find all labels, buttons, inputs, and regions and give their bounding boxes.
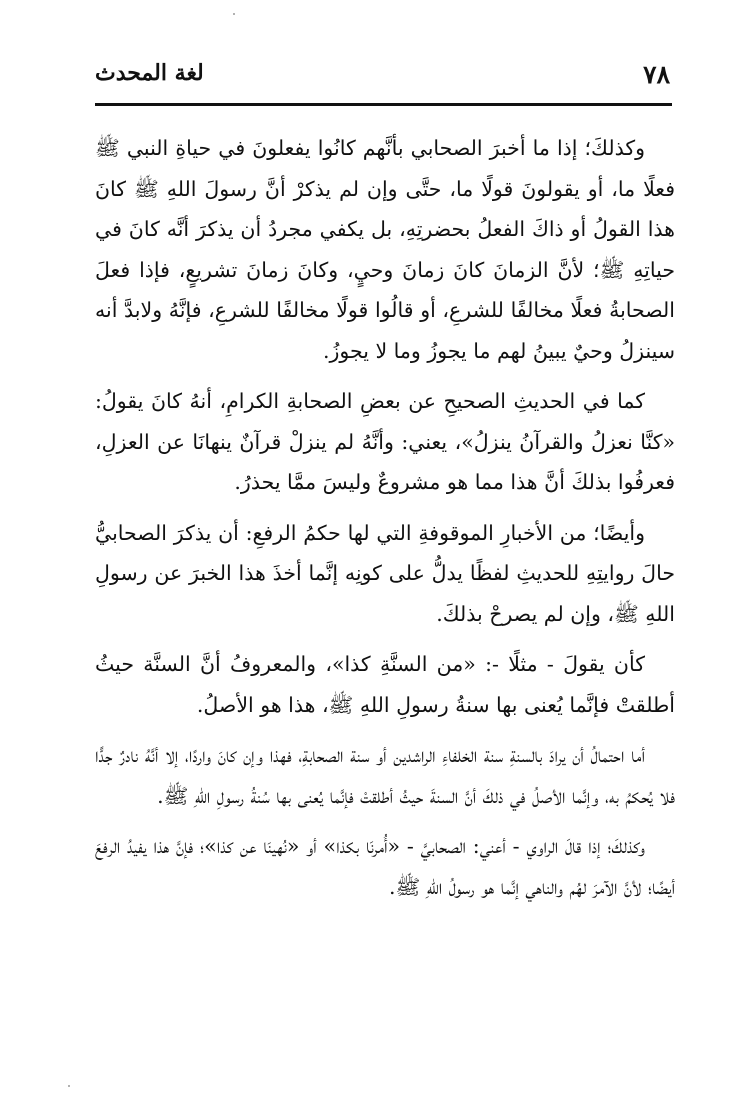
paragraph-5: أما احتمالُ أن يرادَ بالسنةِ سنة الخلفاءِ الراشدين أو سنة الصحابةِ، فهذا وإن كانَ واردًا، إلا أنَّهُ نادرٌ جدًّا فلا يُحكمُ به، وإنَّما الأصلُ في ذلكَ أنَّ السنةَ حيثُ أطلقتْ فإنَّما يُعنى بها سُنةُ رسولِ اللهِ ﷺ. xyxy=(95,743,675,808)
paragraph-6: وكذلكَ؛ إذا قالَ الراوي - أعني: الصحابيَّ - «أُمرنَا بكذا» أو «نُهينَا عن كذا»؛ فإنَّ هذا يفيدُ الرفعَ أيضًا؛ لأنَّ الآمرَ لهُم والناهي إنَّما هو رسولُ اللهِ ﷺ. xyxy=(95,834,675,899)
page-number: ٧٨ xyxy=(643,60,670,89)
body-text xyxy=(95,128,675,917)
page-header xyxy=(95,58,670,102)
paragraph-2: كما في الحديثِ الصحيحِ عن بعضِ الصحابةِ الكرامِ، أنهُ كانَ يقولُ: «كنَّا نعزلُ والقرآنُ ينزلُ»، يعني: وأنَّهُ لم ينزلْ قرآنٌ ينهانَا عن العزلِ، فعرفُوا بذلكَ أنَّ هذا مما هو مشروعٌ وليسَ ممَّا يحذرُ. xyxy=(95,389,675,494)
running-title: لغة المحدث xyxy=(95,60,204,86)
paragraph-3: وأيضًا؛ من الأخبارِ الموقوفةِ التي لها حكمُ الرفعِ: أن يذكرَ الصحابيُّ حالَ روايتِهِ للحديثِ لفظًا يدلُّ على كونِه إنَّما أخذَ هذا الخبرَ عن رسولِ اللهِ ﷺ، وإن لم يصرحْ بذلكَ. xyxy=(95,520,675,626)
header-divider xyxy=(95,103,672,106)
paragraph-4: كأن يقولَ - مثلًا -: «من السنَّةِ كذا»، والمعروفُ أنَّ السنَّة حيثُ أطلقتْ فإنَّما يُعنى بها سنةُ رسولِ اللهِ ﷺ، هذا هو الأصلُ. xyxy=(95,652,675,717)
paragraph-1: وكذلكَ؛ إذا ما أخبرَ الصحابي بأنَّهم كانُوا يفعلونَ في حياةِ النبي ﷺ فعلًا ما، أو يقولونَ قولًا ما، حتَّى وإن لم يذكرْ أنَّ رسولَ اللهِ ﷺ كانَ هذا القولُ أو ذاكَ الفعلُ بحضرتِهِ، بل يكفي مجردُ أن يذكرَ أنَّه كانَ في حياتِهِ ﷺ؛ لأنَّ الزمانَ كانَ زمانَ وحيٍ، وكانَ زمانَ تشريعٍ، فإذا فعلَ الصحابةُ فعلًا مخالفًا للشرعِ، أو قالُوا قولًا مخالفًا للشرعِ، فإنَّهُ ولابدَّ أنه سينزلُ وحيٌ يبينُ لهم ما يجوزُ وما لا يجوزُ. xyxy=(95,136,675,363)
